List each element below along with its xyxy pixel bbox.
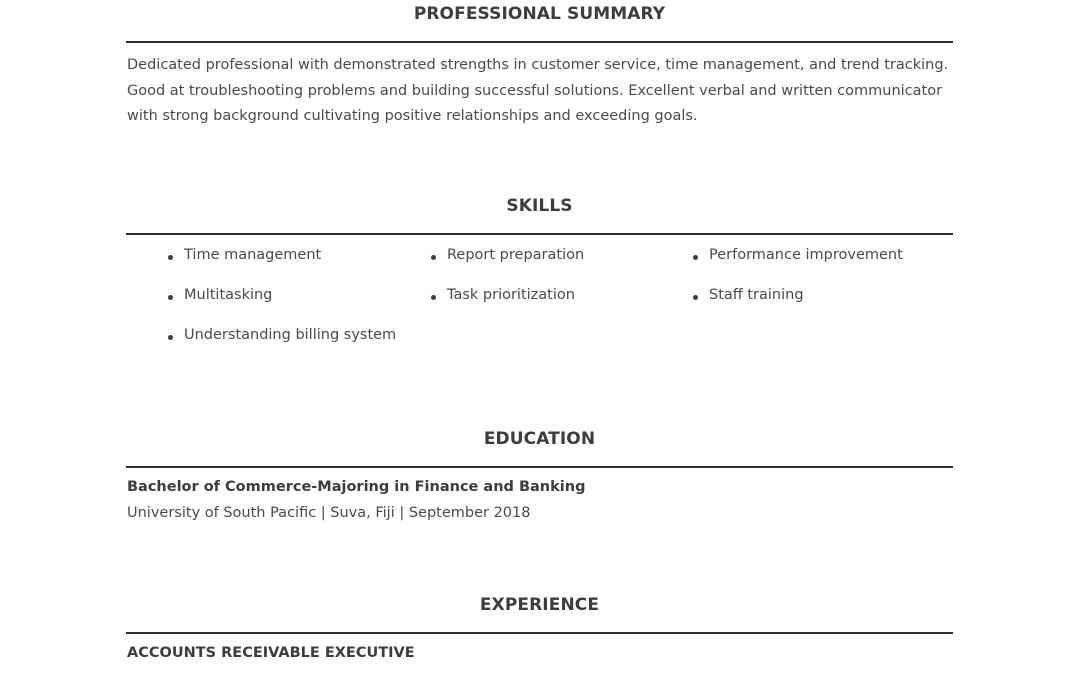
experience-heading: EXPERIENCE <box>479 595 600 615</box>
bullet-icon <box>431 295 436 300</box>
skill-item: Performance improvement <box>709 247 903 263</box>
bullet-icon <box>693 255 698 260</box>
professional-summary-text: Dedicated professional with demonstrated strengths in customer service, time management, and trend tracking. Good at troubleshooting problems and building successful solutions. Excellent verbal and written communicator with strong background cultivating positive relationships and exceeding goals. <box>127 57 949 124</box>
school-details: University of South Pacific | Suva, Fiji | September 2018 <box>127 505 531 521</box>
section-divider <box>126 632 953 634</box>
professional-summary-heading: PROFESSIONAL SUMMARY <box>413 4 666 24</box>
job-title: ACCOUNTS RECEIVABLE EXECUTIVE <box>127 645 415 661</box>
skill-item: Staff training <box>709 287 804 303</box>
skill-item: Task prioritization <box>447 287 575 303</box>
skills-heading: SKILLS <box>506 196 573 216</box>
skill-item: Time management <box>184 247 321 263</box>
bullet-icon <box>431 255 436 260</box>
bullet-icon <box>168 335 173 340</box>
degree-title: Bachelor of Commerce-Majoring in Finance and Banking <box>127 479 586 495</box>
section-divider <box>126 41 953 43</box>
bullet-icon <box>693 295 698 300</box>
education-heading: EDUCATION <box>483 429 596 449</box>
skill-item: Understanding billing system <box>184 327 396 343</box>
skill-item: Multitasking <box>184 287 272 303</box>
section-divider <box>126 233 953 235</box>
bullet-icon <box>168 295 173 300</box>
section-divider <box>126 466 953 468</box>
skill-item: Report preparation <box>447 247 584 263</box>
bullet-icon <box>168 255 173 260</box>
